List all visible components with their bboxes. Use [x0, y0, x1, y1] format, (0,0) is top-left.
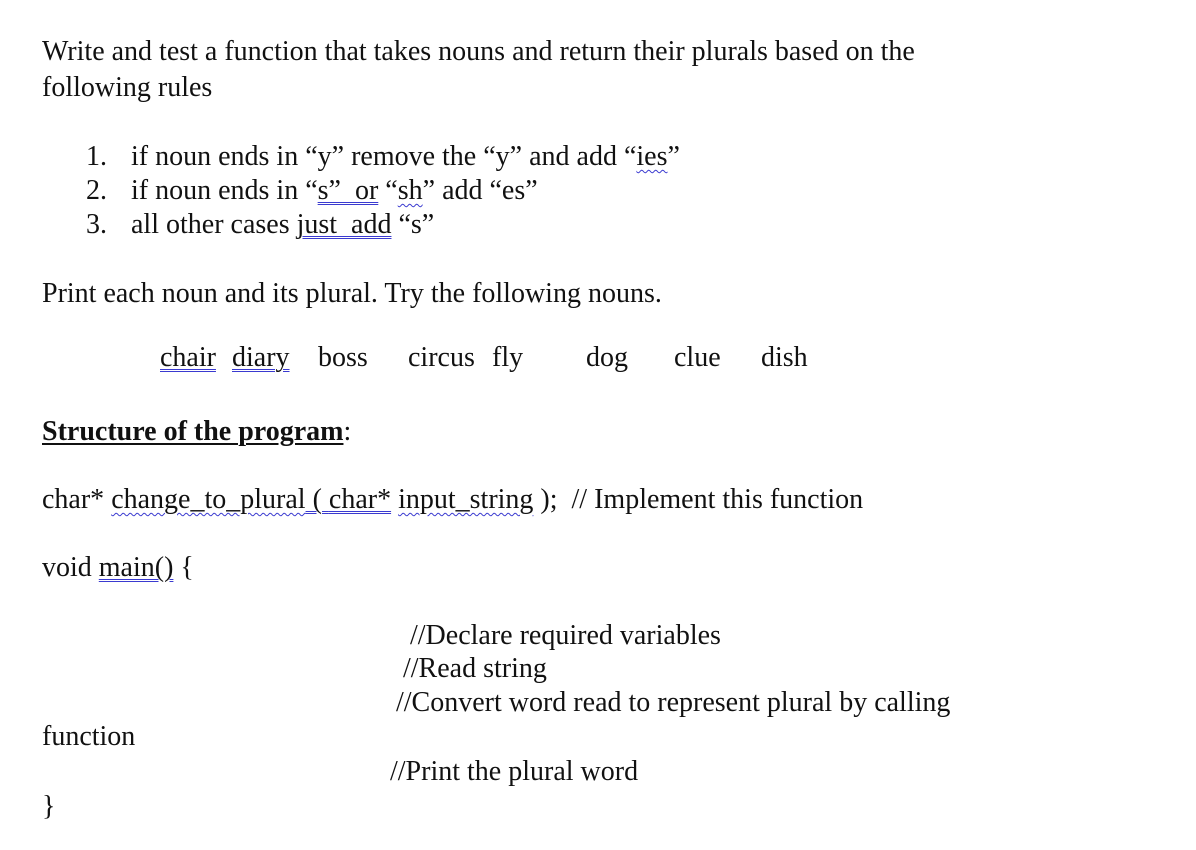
main-function-name: main(): [98, 552, 174, 583]
rule-2-number: 2.: [86, 175, 107, 206]
rule-2-pre: if noun ends in “: [131, 175, 318, 206]
rule-3-post: “s”: [391, 209, 435, 240]
rule-2-marked-1: s” or: [317, 175, 379, 206]
rule-3-pre: all other cases: [131, 209, 297, 240]
rule-1-text: [131, 143, 680, 171]
signature-param-type: char*: [328, 484, 392, 515]
comment-function-word: function: [42, 721, 136, 752]
signature-return-type: char*: [42, 484, 112, 515]
comment-convert: //Convert word read to represent plural by calling: [396, 687, 951, 718]
noun-boss: boss: [318, 342, 368, 373]
rule-2-mid: “: [378, 175, 398, 206]
main-declaration: [42, 554, 194, 582]
rule-1-pre: if noun ends in “y” remove the “y” and add “: [131, 141, 637, 172]
comment-print: //Print the plural word: [390, 756, 639, 787]
function-signature: [42, 486, 863, 514]
rule-1-marked: ies: [636, 141, 668, 172]
rule-3-number: 3.: [86, 209, 107, 240]
noun-dish: dish: [761, 342, 808, 373]
intro-line-1: Write and test a function that takes nouns and return their plurals based on the: [42, 36, 915, 67]
signature-comment: ); // Implement this function: [533, 484, 864, 515]
instruction-text: Print each noun and its plural. Try the following nouns.: [42, 278, 662, 309]
rule-2-marked-2: sh: [397, 175, 423, 206]
signature-param-name: input_string: [398, 484, 534, 515]
intro-line-2: following rules: [42, 72, 213, 103]
structure-heading-text: Structure of the program: [42, 416, 344, 447]
signature-open-paren: (: [305, 484, 329, 515]
rule-3-text: [131, 211, 434, 239]
main-return-type: void: [42, 552, 99, 583]
signature-function-name: change_to_plural: [111, 484, 306, 515]
noun-clue: clue: [674, 342, 721, 373]
comment-read: //Read string: [403, 653, 547, 684]
closing-brace: }: [42, 791, 56, 822]
rule-1-post: ”: [667, 141, 680, 172]
noun-circus: circus: [408, 342, 475, 373]
noun-dog: dog: [586, 342, 628, 373]
noun-fly: fly: [492, 342, 524, 373]
structure-heading-colon: :: [343, 416, 352, 447]
rule-3-marked: just add: [296, 209, 392, 240]
rule-1-number: 1.: [86, 141, 107, 172]
rule-2-text: [131, 177, 538, 205]
rule-2-post: ” add “es”: [422, 175, 538, 206]
noun-chair: chair: [160, 342, 216, 373]
main-open-brace: {: [173, 552, 194, 583]
noun-diary: diary: [232, 342, 290, 373]
comment-declare: //Declare required variables: [410, 620, 721, 651]
structure-heading: [42, 418, 351, 446]
